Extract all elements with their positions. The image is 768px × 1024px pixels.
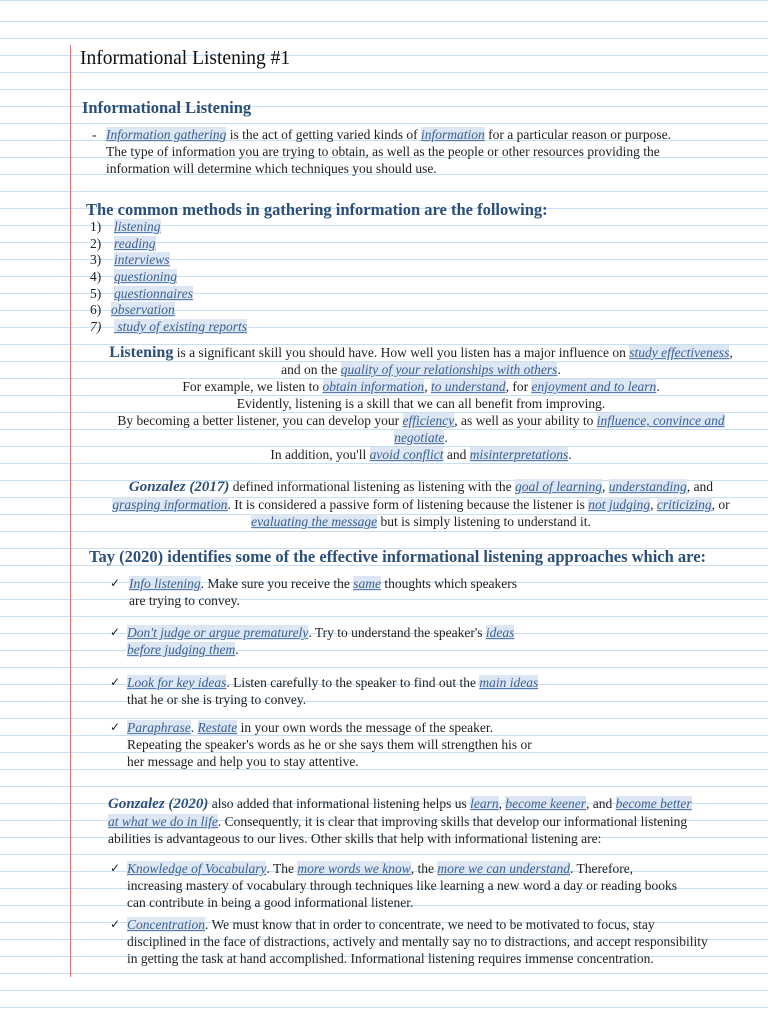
checkmark-icon: ✓	[110, 675, 121, 689]
highlight-term: Concentration	[127, 917, 205, 932]
text-run: . The	[266, 861, 298, 876]
text-line	[106, 126, 762, 143]
text-run: increasing mastery of vocabulary through techniques like learning a new word a day or reading books	[127, 878, 677, 893]
highlight-term: Restate	[197, 720, 238, 735]
tay-heading: Tay (2020) identifies some of the effective informational listening approaches which are:	[89, 547, 707, 566]
text-run: .	[235, 642, 239, 657]
highlight-term: Knowledge of Vocabulary	[127, 861, 267, 876]
checkmark-icon: ✓	[110, 625, 121, 639]
approach-item	[110, 575, 749, 609]
highlight-term: Look for key ideas	[127, 675, 227, 690]
highlight-term: become keener	[505, 796, 586, 811]
skill-item	[110, 860, 763, 911]
text-run: can contribute in being a good informational listener.	[127, 895, 414, 910]
text-run: For example, we listen to	[182, 379, 323, 394]
text-line	[80, 446, 762, 463]
highlight-term: information	[420, 127, 485, 142]
listening-paragraph	[80, 344, 762, 463]
text-line	[80, 513, 762, 530]
highlight-term: study of existing reports	[114, 319, 247, 335]
highlight-term: Paraphrase	[127, 720, 191, 735]
highlight-term: study effectiveness	[629, 345, 730, 360]
highlight-term: evaluating the message	[251, 514, 378, 529]
text-run: , or	[711, 497, 730, 512]
list-item	[90, 219, 247, 236]
text-line	[80, 378, 762, 395]
highlight-term: become better	[615, 796, 692, 811]
text-run: 6)	[90, 302, 102, 318]
text-run: is a significant skill you should have. How well you listen has a major influence on	[173, 345, 630, 360]
text-line	[80, 344, 762, 361]
highlight-term: quality of your relationships with others	[340, 362, 558, 377]
text-run: , and	[686, 479, 714, 494]
text-run: . Listen carefully to the speaker to find out the	[226, 675, 480, 690]
text-line	[127, 860, 763, 877]
approach-item	[110, 624, 747, 658]
highlight-term: criticizing	[656, 497, 712, 512]
page-title: Informational Listening #1	[80, 48, 291, 69]
text-run: . Therefore,	[569, 861, 634, 876]
list-item	[90, 319, 247, 336]
text-run: 5)	[90, 285, 102, 301]
highlight-term: listening	[114, 219, 161, 234]
methods-list	[90, 219, 247, 336]
text-line	[127, 719, 747, 736]
checkmark-icon: ✓	[110, 720, 121, 734]
highlight-term: learn	[470, 796, 499, 811]
text-run: 7)	[90, 319, 102, 335]
text-run: 1)	[90, 219, 102, 234]
highlight-term: ideas	[485, 625, 515, 640]
checkmark-icon: ✓	[110, 861, 121, 875]
text-run: 4)	[90, 269, 102, 285]
text-line	[108, 813, 763, 830]
text-run: Repeating the speaker's words as he or she says them will strengthen his or	[127, 737, 532, 752]
text-line: The type of information you are trying to obtain, as well as the people or other resources providing the	[106, 144, 660, 159]
highlight-term: Info listening	[129, 576, 201, 591]
highlight-term: negotiate	[394, 430, 445, 445]
approach-item	[110, 719, 747, 770]
text-run: .	[444, 430, 448, 445]
highlight-term: goal of learning	[515, 479, 603, 494]
text-run: thoughts which speakers	[380, 576, 518, 591]
highlight-term: grasping information	[112, 497, 228, 512]
text-run: . We must know that in order to concentrate, we need to be motivated to focus, stay	[205, 917, 655, 932]
text-run: that he or she is trying to convey.	[127, 692, 307, 707]
highlight-term: understanding	[608, 479, 687, 494]
list-item	[90, 252, 247, 269]
listening-lead: Listening	[109, 344, 174, 361]
highlight-term: interviews	[114, 252, 170, 268]
dash-bullet: -	[92, 127, 97, 142]
highlight-term: obtain information	[322, 379, 425, 394]
text-run: also added that informational listening helps us	[208, 796, 471, 811]
highlight-term: questionnaires	[114, 285, 193, 301]
text-run: defined informational listening as listening with the	[229, 479, 516, 494]
text-run: her message and help you to stay attentive.	[127, 754, 359, 769]
text-run: . Consequently, it is clear that improving skills that develop our informational listening	[217, 814, 688, 829]
highlight-term: Information gathering	[106, 127, 227, 142]
text-run: ,	[729, 345, 733, 360]
highlight-term: not judging	[588, 497, 651, 512]
approach-item	[110, 674, 747, 708]
text-run: ,	[498, 796, 506, 811]
text-run: disciplined in the face of distractions, actively and mentally say no to distractions, and accept responsibility	[127, 934, 708, 949]
text-run: . Try to understand the speaker's	[308, 625, 486, 640]
text-run: in getting the task at hand accomplished. Informational listening requires immense concentration.	[127, 951, 654, 966]
text-run: .	[656, 379, 660, 394]
methods-heading: The common methods in gathering information are the following:	[86, 200, 548, 219]
checkmark-icon: ✓	[110, 917, 121, 931]
text-line: information will determine which techniques you should use.	[106, 161, 437, 176]
text-run: but is simply listening to understand it.	[377, 514, 591, 529]
highlight-term: questioning	[114, 269, 177, 285]
text-run: is the act of getting varied kinds of	[226, 127, 421, 142]
text-line	[80, 361, 762, 378]
text-line	[80, 429, 762, 446]
list-item	[90, 269, 247, 286]
highlight-term: enjoyment and to learn	[531, 379, 657, 394]
text-line	[108, 795, 763, 813]
highlight-term: Don't judge or argue prematurely	[127, 625, 309, 640]
text-run: Evidently, listening is a skill that we can all benefit from improving.	[236, 396, 606, 411]
highlight-term: efficiency	[402, 413, 455, 428]
highlight-term: to understand	[430, 379, 506, 394]
text-run: and	[443, 447, 470, 462]
text-line	[127, 916, 763, 933]
text-run: , and	[585, 796, 616, 811]
text-run: By becoming a better listener, you can develop your	[117, 413, 403, 428]
text-line	[127, 674, 747, 691]
highlight-term: observation	[111, 302, 175, 318]
text-run: ,	[602, 479, 609, 494]
text-run: for a particular reason or purpose.	[484, 127, 672, 142]
text-run: , as well as your ability to	[454, 413, 597, 428]
text-line	[129, 575, 749, 592]
text-run: 2)	[90, 235, 102, 251]
gonzalez-2017-paragraph	[80, 478, 762, 530]
text-run: , for	[505, 379, 532, 394]
list-item	[90, 302, 247, 319]
text-line	[80, 478, 762, 496]
text-run: ,	[650, 497, 657, 512]
text-run: . Make sure you receive the	[200, 576, 354, 591]
highlight-term: at what we do in life	[108, 814, 218, 829]
highlight-term: more words we know	[297, 861, 411, 876]
text-run: and on the	[281, 362, 341, 377]
text-line	[127, 624, 747, 641]
list-item	[90, 286, 247, 303]
citation-lead: Gonzalez (2020)	[108, 796, 209, 812]
section-heading-informational-listening: Informational Listening	[82, 98, 252, 117]
highlight-term: misinterpretations	[469, 447, 569, 462]
text-line	[127, 641, 747, 658]
citation-lead: Gonzalez (2017)	[128, 479, 230, 495]
text-run: In addition, you'll	[270, 447, 370, 462]
text-run: are trying to convey.	[129, 593, 240, 608]
highlight-term: reading	[114, 235, 156, 251]
highlight-term: avoid conflict	[369, 447, 444, 462]
text-run: abilities is advantageous to our lives. Other skills that help with informational listening are:	[108, 831, 602, 846]
gonzalez-2020-paragraph	[108, 795, 763, 847]
skill-item	[110, 916, 763, 967]
highlight-term: influence, convince and	[596, 413, 725, 428]
text-run: 3)	[90, 252, 102, 268]
text-run: in your own words the message of the speaker.	[237, 720, 493, 735]
highlight-term: more we can understand	[437, 861, 570, 876]
highlight-term: main ideas	[479, 675, 539, 690]
notebook-margin-line	[70, 45, 71, 977]
text-run: .	[568, 447, 572, 462]
text-run: .	[190, 720, 198, 735]
text-run: . It is considered a passive form of listening because the listener is	[227, 497, 589, 512]
highlight-term: same	[353, 576, 381, 591]
checkmark-icon: ✓	[110, 576, 121, 590]
text-run: , the	[410, 861, 438, 876]
highlight-term: before judging them	[127, 642, 236, 657]
text-run: .	[557, 362, 561, 377]
list-item	[90, 236, 247, 253]
definition-paragraph	[92, 126, 762, 177]
text-line	[80, 496, 762, 513]
text-run: ,	[424, 379, 431, 394]
text-line	[80, 412, 762, 429]
